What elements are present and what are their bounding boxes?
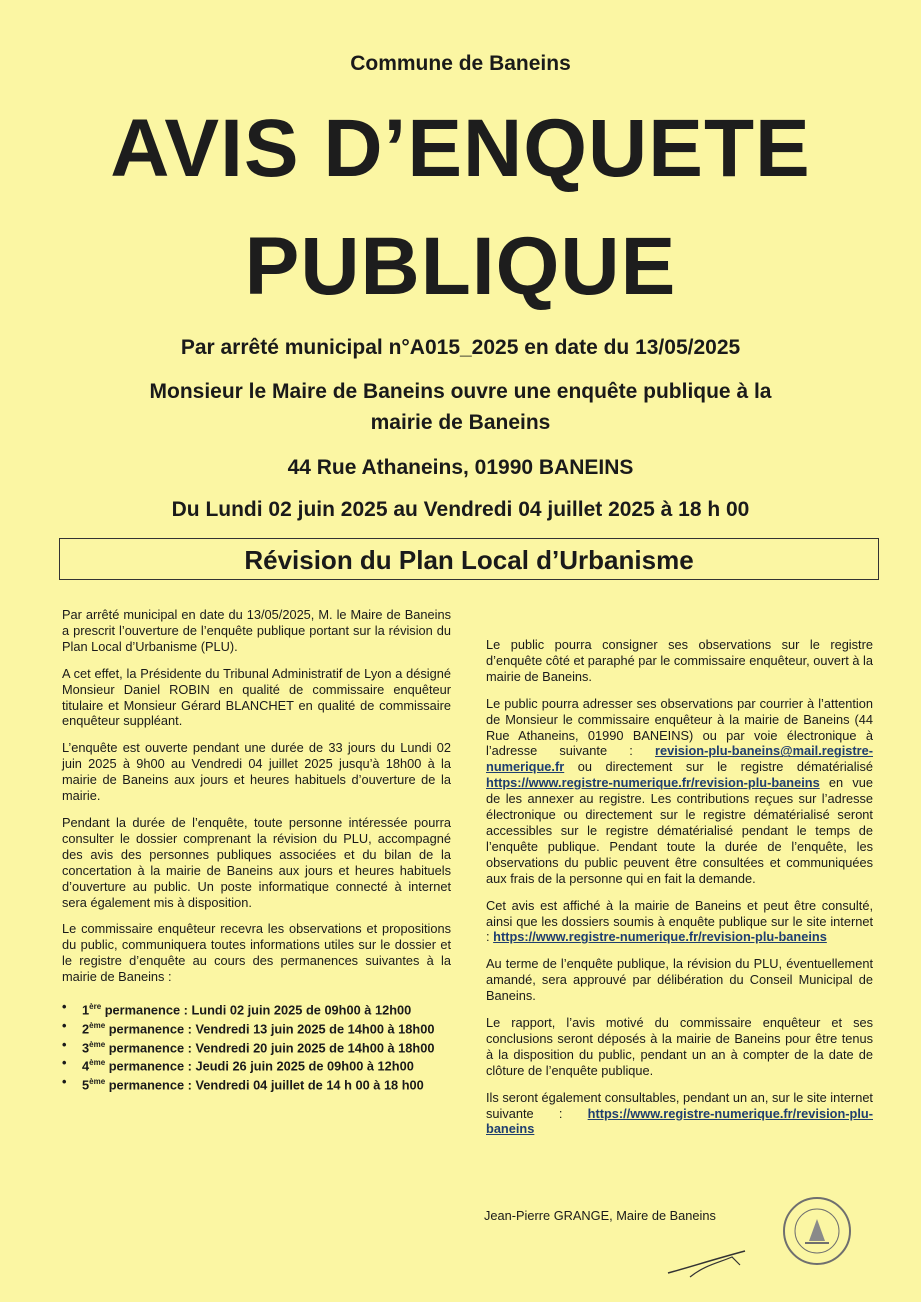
left-paragraph-5: Le commissaire enquêteur recevra les observations et propositions du public, communiquera toutes informations utiles sur le dossier et le registre d’enquête au cours des permanences suivantes à la mairie de Baneins : xyxy=(62,921,451,985)
left-paragraph-4: Pendant la durée de l’enquête, toute personne intéressée pourra consulter le dossier comprenant la révision du PLU, accompagné des avis des personnes publiques associées et du bilan de la concertation à la mairie de Baneins aux jours et heures habituels d’ouverture au public. Un poste informatique connecté à internet sera également mis à disposition. xyxy=(62,814,451,910)
right-paragraph-5: Le rapport, l’avis motivé du commissaire enquêteur et ses conclusions seront déposés à la mairie de Baneins pour être tenus à la disposition du public, pendant un an à compter de la date de clôture de l’enquête publique. xyxy=(486,1015,873,1078)
right-paragraph-2: Le public pourra adresser ses observations par courrier à l’attention de Monsieur le commissaire enquêteur à la mairie de Baneins (44 Rue Athaneins, 01990 BANEINS) ou par voie électronique à l’adresse suivante : revision-plu-baneins@mail.registre-numerique.fr ou directement sur le registre dématérialisé https://www.registre-numerique.fr/revision-plu-baneins en vue de les annexer au registre. Les contributions reçues sur l’adresse électronique ou directement sur le registre dématérialisé seront accessibles sur le registre dématérialisé pendant le temps de l’enquête publique. Pendant toute la durée de l’enquête, les observations du public peuvent être consultées et communiquées aux frais de la personne qui en fait la demande. xyxy=(486,695,873,886)
right-paragraph-6: Ils seront également consultables, pendant un an, sur le site internet suivante : https://www.registre-numerique.fr/revision-plu-baneins xyxy=(486,1089,873,1137)
left-paragraph-1: Par arrêté municipal en date du 13/05/2025, M. le Maire de Baneins a prescrit l’ouverture de l’enquête publique portant sur la révision du Plan Local d’Urbanisme (PLU). xyxy=(62,607,451,654)
list-item: • 2ème permanence : Vendredi 13 juin 2025 de 14h00 à 18h00 xyxy=(62,1017,435,1037)
arrete-line: Par arrêté municipal n°A015_2025 en date du 13/05/2025 xyxy=(180,336,741,359)
right-column xyxy=(486,637,873,1148)
bullet-icon: • xyxy=(62,999,67,1015)
email-link[interactable]: revision-plu-baneins@mail.registre-numerique.fr xyxy=(486,743,873,775)
signature-icon xyxy=(660,1243,760,1283)
site-link[interactable]: https://www.registre-numerique.fr/revision-plu-baneins xyxy=(493,929,827,945)
left-column xyxy=(62,607,451,1093)
bullet-icon: • xyxy=(62,1074,67,1090)
title-line-2: PUBLIQUE xyxy=(244,221,677,312)
maire-line-2: mairie de Baneins xyxy=(370,411,551,434)
municipal-seal-icon xyxy=(783,1197,851,1265)
maire-line-1: Monsieur le Maire de Baneins ouvre une enquête publique à la xyxy=(149,380,772,403)
list-item: • 5ème permanence : Vendredi 04 juillet de 14 h 00 à 18 h00 xyxy=(62,1074,424,1093)
left-paragraph-3: L’enquête est ouverte pendant une durée de 33 jours du Lundi 02 juin 2025 à 9h00 au Vendredi 04 juillet 2025 jusqu’à 18h00 à la mairie de Baneins aux jours et heures habituels d’ouverture de la mairie. xyxy=(62,740,451,804)
subject-box: Révision du Plan Local d’Urbanisme xyxy=(59,538,879,580)
right-paragraph-4: Au terme de l’enquête publique, la révision du PLU, éventuellement amandé, sera approuvé par délibération du Conseil Municipal de Baneins. xyxy=(486,956,873,1004)
consultation-link[interactable]: https://www.registre-numerique.fr/revision-plu-baneins xyxy=(486,1105,873,1137)
registre-link[interactable]: https://www.registre-numerique.fr/revision-plu-baneins xyxy=(486,775,820,791)
bullet-icon: • xyxy=(62,1055,67,1071)
list-item: • 3ème permanence : Vendredi 20 juin 2025 de 14h00 à 18h00 xyxy=(62,1036,435,1055)
title-line-1: AVIS D’ENQUETE xyxy=(110,103,811,194)
permanences-list xyxy=(62,999,451,1093)
right-paragraph-3: Cet avis est affiché à la mairie de Baneins et peut être consulté, ainsi que les dossiers soumis à enquête publique sur le site internet : https://www.registre-numerique.fr/revision-plu-baneins xyxy=(486,897,873,945)
signature-name: Jean-Pierre GRANGE, Maire de Baneins xyxy=(484,1208,716,1223)
dates-line: Du Lundi 02 juin 2025 au Vendredi 04 juillet 2025 à 18 h 00 xyxy=(171,498,750,521)
bullet-icon: • xyxy=(62,1017,67,1033)
commune-name: Commune de Baneins xyxy=(350,52,571,75)
bullet-icon: • xyxy=(62,1036,67,1052)
right-paragraph-1: Le public pourra consigner ses observations sur le registre d’enquête côté et paraphé par le commissaire enquêteur, ouvert à la mairie de Baneins. xyxy=(486,637,873,684)
list-item: • 4ème permanence : Jeudi 26 juin 2025 de 09h00 à 12h00 xyxy=(62,1055,414,1074)
left-paragraph-2: A cet effet, la Présidente du Tribunal Administratif de Lyon a désigné Monsieur Daniel ROBIN en qualité de commissaire enquêteur titulaire et Monsieur Gérard BLANCHET en qualité de commissaire enquêteur suppléant. xyxy=(62,665,451,729)
list-item: • 1ère permanence : Lundi 02 juin 2025 de 09h00 à 12h00 xyxy=(62,999,412,1018)
address-line: 44 Rue Athaneins, 01990 BANEINS xyxy=(287,456,634,479)
